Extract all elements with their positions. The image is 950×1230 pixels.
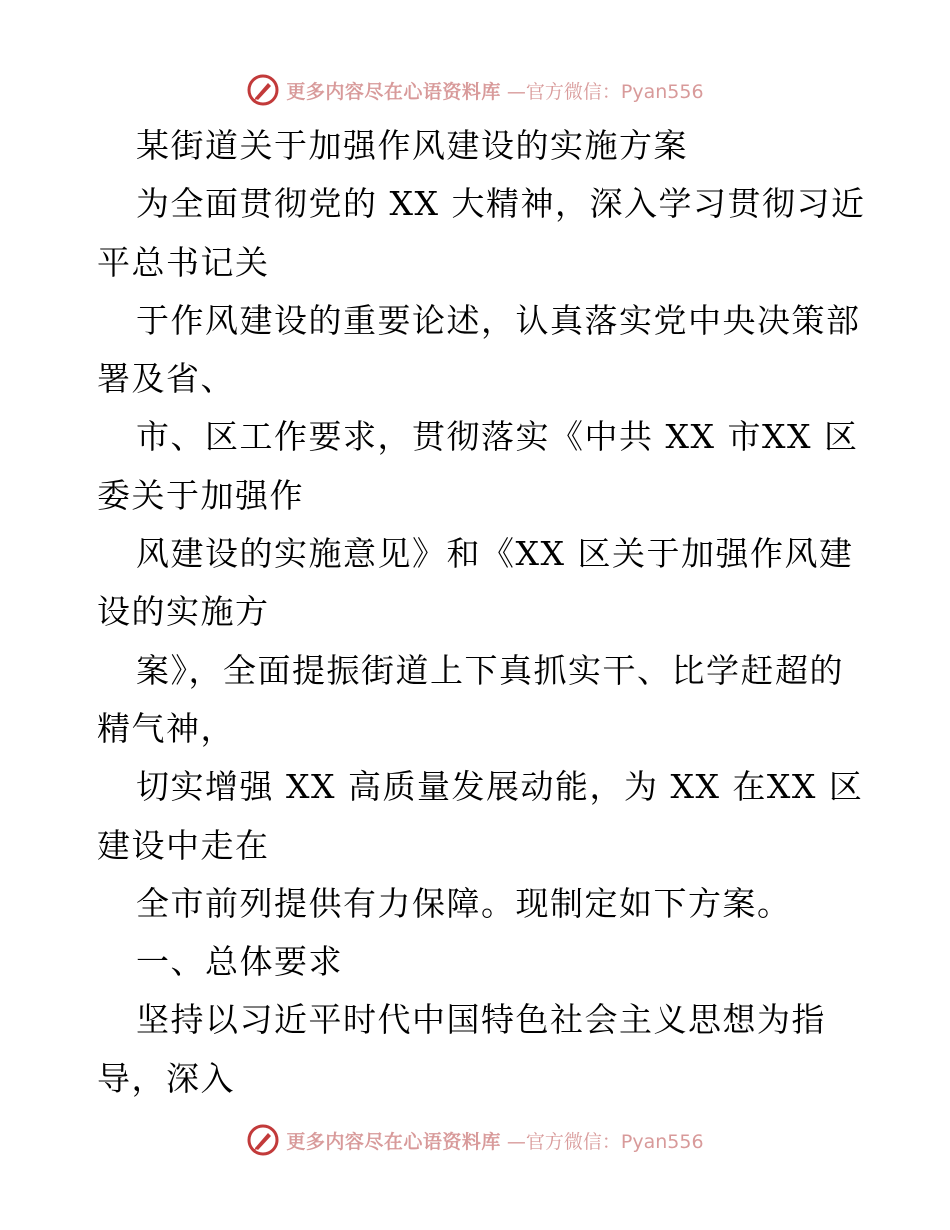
text-line: 设的实施方 <box>97 592 270 632</box>
text-line: 委关于加强作 <box>97 475 304 515</box>
watermark-contact-text: —官方微信：Pyan556 <box>506 1130 704 1153</box>
text-line: 精气神， <box>97 708 235 748</box>
pen-logo-icon <box>246 73 280 107</box>
watermark-contact-text: —官方微信：Pyan556 <box>506 80 704 103</box>
text-line: 某街道关于加强作风建设的实施方案 <box>136 126 688 165</box>
watermark-brand-text: 更多内容尽在心语资料库 <box>286 80 501 103</box>
watermark-brand-text: 更多内容尽在心语资料库 <box>286 1130 501 1153</box>
watermark-group <box>246 73 703 107</box>
text-line: 于作风建设的重要论述，认真落实党中央决策部 <box>136 300 861 340</box>
document-body <box>97 117 877 1108</box>
text-line: 为全面贯彻党的 XX 大精神，深入学习贯彻习近 <box>136 184 866 224</box>
pen-logo-icon <box>246 1123 280 1157</box>
text-line: 风建设的实施意见》和《XX 区关于加强作风建 <box>136 534 854 574</box>
text-line: 导，深入 <box>97 1058 235 1098</box>
text-line: 建设中走在 <box>97 825 270 865</box>
text-line: 全市前列提供有力保障。现制定如下方案。 <box>136 883 792 923</box>
text-line: 市、区工作要求，贯彻落实《中共 XX 市XX 区 <box>136 417 859 457</box>
text-line: 案》，全面提振街道上下真抓实干、比学赶超的 <box>136 650 844 690</box>
footer-watermark <box>0 1122 950 1158</box>
text-line: 坚持以习近平时代中国特色社会主义思想为指 <box>136 1000 826 1040</box>
watermark-group <box>246 1123 703 1157</box>
text-line: 一、总体要求 <box>136 942 343 982</box>
header-watermark <box>0 72 950 108</box>
text-line: 署及省、 <box>97 359 235 399</box>
text-line: 切实增强 XX 高质量发展动能，为 XX 在XX 区 <box>136 767 864 807</box>
text-line: 平总书记关 <box>97 242 270 282</box>
